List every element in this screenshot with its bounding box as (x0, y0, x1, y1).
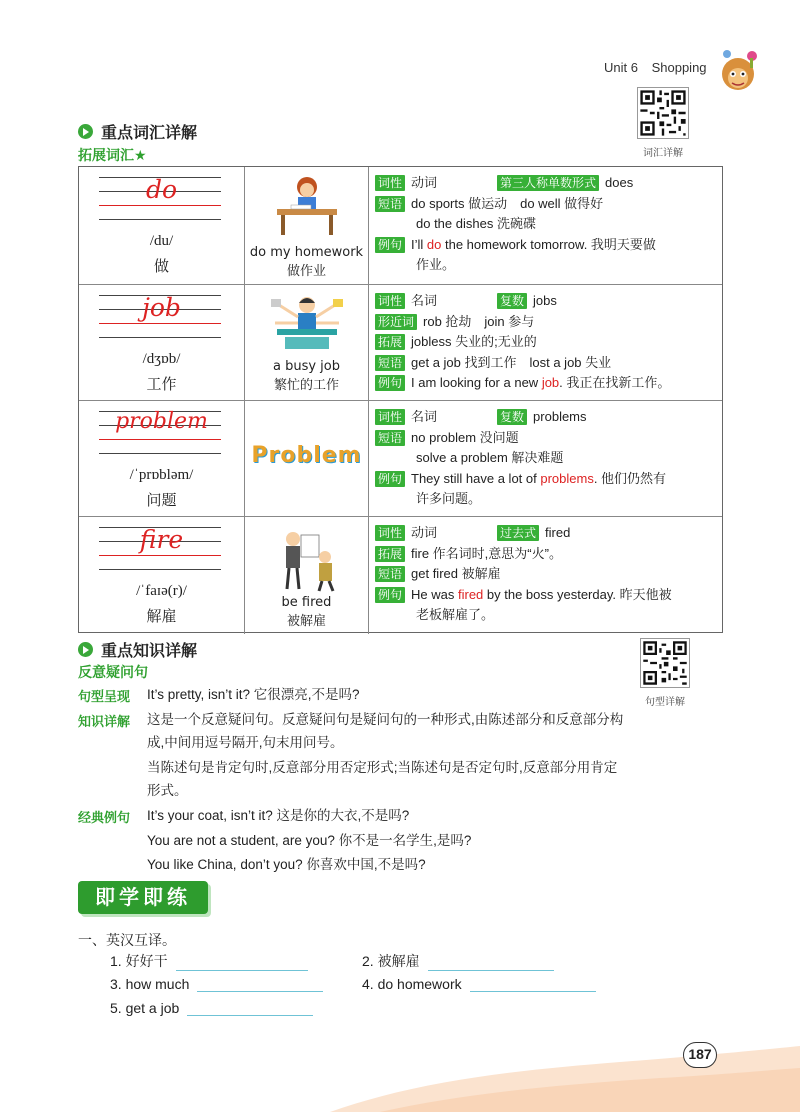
vocab-table (78, 166, 723, 633)
busy-worker-illustration (265, 289, 349, 351)
caption-cn: 繁忙的工作 (273, 378, 339, 393)
info-cell (369, 517, 722, 634)
picture-caption (245, 593, 368, 631)
section-subtitle (78, 145, 147, 165)
homework-illustration (267, 173, 347, 237)
exercise-item (110, 1000, 313, 1016)
info-text: 名词 (411, 409, 438, 424)
tag-label: 例句 (375, 375, 405, 391)
exercise-prompt: 1. 好好干 (110, 953, 168, 969)
vocab-row (79, 285, 722, 401)
info-text: fire 作名词时,意思为“火”。 (411, 545, 562, 561)
info-text: do the dishes 洗碗碟 (416, 216, 536, 231)
play-bullet-icon (78, 124, 93, 139)
answer-blank[interactable] (470, 978, 596, 992)
running-header (604, 60, 707, 75)
qr-caption: 词汇详解 (643, 148, 683, 159)
info-text: 老板解雇了。 (416, 607, 495, 622)
info-cell (369, 167, 722, 284)
exercise-prompt: 4. do homework (362, 976, 462, 992)
section-heading-vocab (78, 120, 197, 143)
example-text: He was (411, 586, 458, 602)
example-text: by the boss yesterday. 昨天他被 (483, 586, 672, 602)
unit-label: Unit 6 (604, 60, 638, 75)
info-text: get fired 被解雇 (411, 566, 501, 581)
highlight-word: do (426, 236, 442, 252)
meaning: 问题 (146, 491, 177, 509)
exercise-item (110, 976, 323, 992)
picture-cell (245, 285, 369, 400)
info-text: jobless 失业的;无业的 (411, 334, 537, 349)
tag-label: 短语 (375, 430, 405, 446)
label-pattern: 句型呈现 (78, 689, 131, 704)
qr-caption: 句型详解 (645, 697, 685, 708)
tag-label: 例句 (375, 471, 405, 487)
subtitle-text: 拓展词汇 (78, 148, 134, 164)
info-text: 动词 (411, 175, 438, 190)
phonetic: /ˈprɒbləm/ (129, 467, 194, 483)
caption-cn: 做作业 (286, 264, 326, 279)
example-sentence: It’s your coat, isn’t it? 这是你的大衣,不是吗? (147, 808, 410, 823)
unit-title: Shopping (651, 60, 707, 75)
picture-cell (245, 401, 369, 516)
example-text: They still have a lot of (411, 470, 541, 486)
star-icon: ★ (134, 148, 147, 164)
vocab-row (79, 517, 722, 634)
info-text: no problem 没问题 (411, 429, 519, 445)
vocab-row (79, 401, 722, 517)
tag-label: 例句 (375, 587, 405, 603)
answer-blank[interactable] (187, 1002, 313, 1016)
tag-label: 拓展 (375, 334, 405, 350)
vocab-row (79, 167, 722, 285)
exercise-item (362, 976, 596, 992)
caption-en: a busy job (272, 359, 340, 374)
tag-label: 词性 (375, 409, 405, 425)
info-text: 许多问题。 (416, 491, 482, 506)
tag-label: 词性 (375, 175, 405, 191)
example-text: the homework tomorrow. 我明天要做 (441, 236, 656, 252)
meaning: 工作 (146, 375, 177, 393)
info-text: 动词 (411, 525, 438, 540)
caption-cn: 被解雇 (286, 614, 326, 629)
info-cell (369, 401, 722, 516)
headword: job (142, 293, 181, 322)
tag-label: 复数 (497, 293, 527, 309)
phonetic: /du/ (149, 233, 174, 249)
info-text: problems (533, 409, 587, 424)
exercise-heading: 一、英汉互译。 (78, 933, 176, 949)
highlight-word: job (541, 375, 560, 390)
qr-code-icon[interactable] (640, 638, 690, 688)
tag-label: 短语 (375, 196, 405, 212)
qr-code-icon[interactable] (637, 87, 689, 139)
caption-en: be fired (281, 595, 332, 610)
example-text: I’ll (411, 236, 427, 252)
detail-line: 成,中间用逗号隔开,句末用问号。 (147, 735, 344, 750)
meaning: 做 (153, 257, 169, 275)
tag-label: 形近词 (375, 314, 417, 330)
highlight-word: fired (457, 586, 484, 602)
detail-line: 形式。 (147, 783, 188, 798)
label-examples: 经典例句 (78, 810, 131, 825)
fired-illustration (267, 527, 347, 593)
info-text: 名词 (411, 293, 438, 308)
practice-banner: 即学即练 (78, 881, 208, 914)
info-cell (369, 285, 722, 400)
meaning: 解雇 (146, 607, 177, 625)
info-text: do sports 做运动 do well 做得好 (411, 195, 604, 211)
footer-wave (0, 1040, 800, 1112)
exercise-prompt: 3. how much (110, 976, 190, 992)
example-text: . 我正在找新工作。 (559, 375, 671, 390)
highlight-word: problems (540, 470, 594, 486)
info-text: jobs (533, 293, 557, 308)
info-text: rob 抢劫 join 参与 (423, 313, 535, 329)
tag-label: 词性 (375, 525, 405, 541)
picture-caption (245, 357, 368, 395)
headword: do (145, 175, 178, 204)
exercise-prompt: 2. 被解雇 (362, 953, 420, 969)
picture-cell (245, 517, 369, 634)
info-text: 作业。 (416, 257, 456, 272)
section-subtitle: 反意疑问句 (78, 665, 148, 681)
picture-caption (245, 243, 368, 281)
page-number: 187 (683, 1042, 717, 1068)
tag-label: 例句 (375, 237, 405, 253)
example-sentence: You are not a student, are you? 你不是一名学生,是吗? (147, 833, 472, 848)
tag-label: 过去式 (497, 525, 539, 541)
section-title: 重点词汇详解 (101, 123, 198, 142)
picture-cell (245, 167, 369, 284)
tag-label: 复数 (497, 409, 527, 425)
exercise-prompt: 5. get a job (110, 1000, 180, 1016)
headword: problem (115, 409, 208, 434)
exercise-item (362, 951, 554, 971)
word-cell (79, 285, 245, 400)
detail-line: 这是一个反意疑问句。反意疑问句是疑问句的一种形式,由陈述部分和反意部分构 (147, 712, 624, 727)
pattern-sentence: It’s pretty, isn’t it? 它很漂亮,不是吗? (147, 687, 360, 702)
caption-en: do my homework (249, 245, 364, 260)
headword: fire (139, 525, 184, 554)
detail-line: 当陈述句是肯定句时,反意部分用否定形式;当陈述句是否定句时,反意部分用肯定 (147, 760, 618, 775)
info-text: get a job 找到工作 lost a job 失业 (411, 354, 612, 370)
problem-illustration: Problem (251, 443, 362, 468)
example-text: I am looking for a new (411, 375, 542, 390)
exercise-item (110, 951, 308, 971)
tag-label: 拓展 (375, 546, 405, 562)
example-sentence: You like China, don’t you? 你喜欢中国,不是吗? (147, 857, 426, 872)
word-cell (79, 401, 245, 516)
info-text: solve a problem 解决难题 (416, 450, 564, 465)
play-bullet-icon (78, 642, 93, 657)
tag-label: 第三人称单数形式 (497, 175, 599, 191)
tag-label: 词性 (375, 293, 405, 309)
phonetic: /ˈfaɪə(r)/ (136, 583, 187, 599)
example-text: . 他们仍然有 (593, 470, 667, 486)
section-title: 重点知识详解 (101, 641, 198, 660)
mascot-icon (712, 44, 764, 100)
tag-label: 短语 (375, 355, 405, 371)
phonetic: /dʒɒb/ (142, 351, 181, 367)
answer-blank[interactable] (176, 957, 308, 971)
tag-label: 短语 (375, 566, 405, 582)
answer-blank[interactable] (428, 957, 554, 971)
info-text: fired (545, 525, 571, 540)
info-text: does (605, 175, 634, 190)
section-heading-knowledge (78, 638, 197, 661)
word-cell (79, 167, 245, 284)
answer-blank[interactable] (197, 978, 323, 992)
word-cell (79, 517, 245, 634)
label-detail: 知识详解 (78, 714, 131, 729)
